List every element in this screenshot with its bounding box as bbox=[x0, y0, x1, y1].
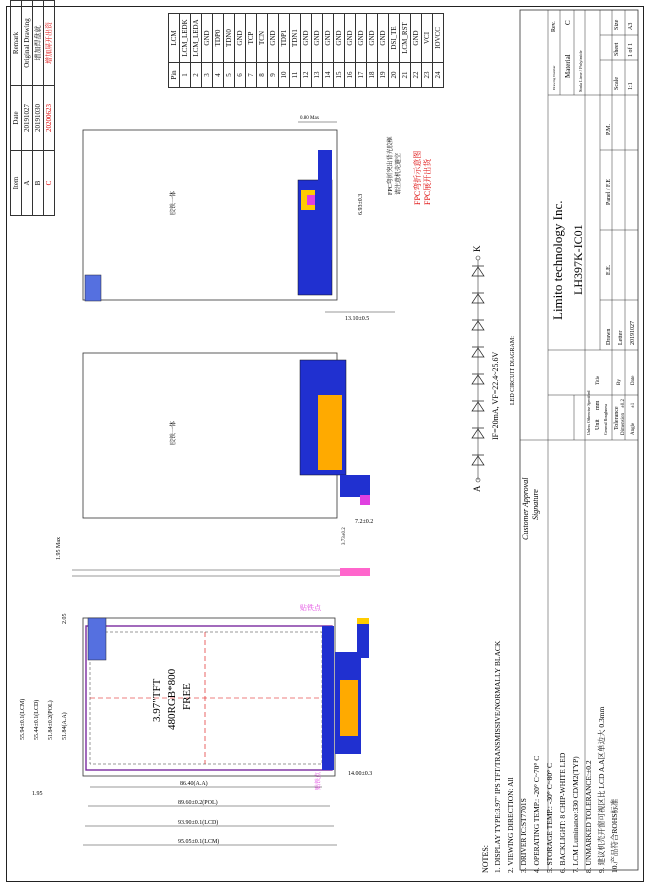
rev-row-date: 20191027 bbox=[22, 86, 33, 151]
rev-row-date: 20191030 bbox=[33, 86, 44, 151]
pin-number: 1 bbox=[180, 63, 191, 88]
pin-number: 12 bbox=[301, 63, 312, 88]
pin-number: 19 bbox=[378, 63, 389, 88]
company-name: Limito technology Inc. bbox=[550, 200, 565, 320]
note-item: 3. DRIVER IC:ST7701S bbox=[519, 798, 528, 873]
dim-1-95b: 1.95 bbox=[32, 791, 43, 797]
dim-51-84-aa: 51.84(A.A) bbox=[62, 712, 68, 740]
dim-89-60: 89.60±0.2(POL) bbox=[178, 800, 218, 806]
led-title: LED CIRCUIT DIAGRAM: bbox=[510, 336, 516, 405]
scale-label: Scale bbox=[614, 77, 620, 90]
unit-label: Unit bbox=[595, 419, 601, 430]
pin-number: 10 bbox=[279, 63, 290, 88]
led-anode: A bbox=[472, 485, 482, 492]
corner-pad-2 bbox=[88, 618, 106, 660]
letter-label: Letter bbox=[618, 330, 624, 345]
pin-signal: GND bbox=[301, 14, 312, 63]
fpc-note-2: 请注意机壳避空 bbox=[396, 152, 402, 195]
rev-row-item: C bbox=[44, 151, 55, 216]
pin-signal: GND bbox=[323, 14, 334, 63]
pin-number: 20 bbox=[389, 63, 400, 88]
sheet-value: 1 of 1 bbox=[628, 43, 634, 57]
pin-signal: GND bbox=[411, 14, 422, 63]
signature-label: Signature bbox=[531, 489, 540, 520]
pin-number: 5 bbox=[224, 63, 235, 88]
material-value: Soda Lime / Polyimide bbox=[578, 50, 583, 92]
dimension-value: ±0.2 bbox=[621, 399, 626, 408]
pin-signal: GND bbox=[268, 14, 279, 63]
angle-label: Angle bbox=[631, 422, 636, 435]
pin-signal: LCM_RST bbox=[400, 14, 411, 63]
pin-number: 7 bbox=[246, 63, 257, 88]
note-item: 10.产品符合ROHS标准 bbox=[610, 798, 619, 873]
dim-7-2: 7.2±0.2 bbox=[355, 519, 374, 525]
panel-text-3: FREE bbox=[181, 683, 193, 710]
pin-signal: GND bbox=[312, 14, 323, 63]
fpc-mid-pad bbox=[360, 495, 370, 505]
ee-label: E.E. bbox=[606, 264, 612, 275]
unless-specified: Unless Otherwise Specified bbox=[586, 390, 591, 435]
customer-approval: Customer Approval bbox=[521, 477, 530, 540]
pm-label: P.M. bbox=[606, 123, 612, 135]
fpc-top-tail bbox=[318, 150, 332, 260]
note-item: 2. VIEWING DIRECTION: All bbox=[506, 777, 515, 873]
pin-signal: VCI bbox=[422, 14, 433, 63]
pin-signal: LCM_LEDA bbox=[191, 14, 202, 63]
pin-signal: TDP1 bbox=[279, 14, 290, 63]
dim-6-93: 6.93±0.3 bbox=[358, 193, 364, 215]
pin-signal: TCN bbox=[257, 14, 268, 63]
note-item: 9. 建议机壳开窗可视区比 LCD A.A区单边大 0.3mm bbox=[597, 706, 606, 873]
part-number: LH397K-IC01 bbox=[571, 224, 585, 295]
led-spec: IF=20mA, VF=22.4~25.6V bbox=[491, 351, 500, 440]
rev-row-date: 20200623 bbox=[44, 86, 55, 151]
note-item: 8. UNMARKED TOLERANCE:±0.2 bbox=[584, 760, 593, 873]
pin-number: 15 bbox=[334, 63, 345, 88]
dim-2-05: 2.05 bbox=[62, 613, 68, 624]
tape-label-mid: 胶铁一体 bbox=[171, 420, 177, 445]
panel-text-1: 3.97"TFT bbox=[151, 678, 163, 722]
notes-list bbox=[493, 640, 619, 873]
rev-label: Rev. bbox=[551, 21, 557, 32]
module-outline-mid bbox=[83, 353, 337, 518]
size-value: A3 bbox=[628, 22, 634, 30]
note-item: 5. STORAGE TEMP.: -30° C~80° C bbox=[545, 762, 554, 873]
dim-14-00: 14.00±0.3 bbox=[348, 771, 373, 777]
pin-signal: GND bbox=[367, 14, 378, 63]
pin-number: 18 bbox=[367, 63, 378, 88]
panel-fpc-edge bbox=[322, 626, 334, 770]
pin-number: 22 bbox=[411, 63, 422, 88]
fpc-flat-gold bbox=[357, 618, 369, 624]
pin-signal: GND bbox=[378, 14, 389, 63]
angle-value: ±1 bbox=[631, 402, 636, 408]
pin-number: 9 bbox=[268, 63, 279, 88]
pin-number: 8 bbox=[257, 63, 268, 88]
pin-signal: TDN0 bbox=[224, 14, 235, 63]
fpc-mid-tail bbox=[340, 475, 370, 497]
roughness: General Roughness bbox=[603, 403, 608, 435]
dimension-label: Dimension bbox=[621, 413, 626, 435]
dim-1-95: 1.95 Max bbox=[56, 537, 62, 560]
dim-0-80: 0.80 Max bbox=[300, 116, 320, 121]
pin-number: 14 bbox=[323, 63, 334, 88]
by-label: By bbox=[617, 379, 622, 385]
pink-label-1: 贴铁点 bbox=[300, 604, 321, 612]
pin-number: 3 bbox=[202, 63, 213, 88]
panel-fe-label: Panel / F.E bbox=[606, 178, 612, 205]
pin-signal: TDP0 bbox=[213, 14, 224, 63]
dim-13-10: 13.10±0.5 bbox=[345, 316, 370, 322]
tape-label-top: 胶铁一体 bbox=[171, 190, 177, 215]
dim-93-90: 93.90±0.1(LCD) bbox=[178, 820, 219, 826]
dim-55-94: 55.94±0.1(LCM) bbox=[20, 698, 26, 740]
fpc-mid-stiffener bbox=[318, 395, 342, 470]
pin-signal: IOVCC bbox=[433, 14, 444, 63]
pin-number: 13 bbox=[312, 63, 323, 88]
rev-value: C bbox=[564, 20, 572, 25]
pin-number: 2 bbox=[191, 63, 202, 88]
fpc-bend-title-2: FPC展开出货 bbox=[423, 158, 432, 205]
note-item: 7. LCM Luminance:330 CD/M2(TYP) bbox=[571, 756, 580, 873]
pin-signal: GND bbox=[235, 14, 246, 63]
pin-signal: GND bbox=[345, 14, 356, 63]
pin-number: 11 bbox=[290, 63, 301, 88]
title-label: Title bbox=[596, 375, 601, 385]
rev-row-remark: 增加屏开出资 bbox=[44, 1, 55, 86]
pin-signal: GND bbox=[334, 14, 345, 63]
dim-51-84: 51.84±0.2(POL) bbox=[48, 700, 54, 740]
note-item: 4. OPERATING TEMP.: -20° C~70° C bbox=[532, 755, 541, 873]
date-label: Date bbox=[631, 375, 636, 385]
scale-value: 1:1 bbox=[628, 82, 634, 90]
fpc-pink-pad bbox=[307, 195, 315, 205]
pink-label-2: 贴铁点 bbox=[316, 771, 322, 790]
drawing-number-label: Drawing Number bbox=[552, 65, 556, 90]
pin-header-lcm: LCM bbox=[169, 14, 180, 63]
dim-95-05: 95.05±0.1(LCM) bbox=[178, 839, 220, 845]
rev-row-remark: 增加焊盘就 bbox=[33, 1, 44, 86]
date-value: 20191027 bbox=[630, 321, 636, 345]
size-label: Size bbox=[614, 19, 620, 30]
pin-number: 17 bbox=[356, 63, 367, 88]
notes-title: NOTES: bbox=[481, 845, 490, 873]
note-item: 6. BACKLIGHT: 8 CHIP-WHITE LED bbox=[558, 752, 567, 873]
pin-signal: GND bbox=[202, 14, 213, 63]
lcm-outline bbox=[83, 618, 335, 776]
corner-pad bbox=[85, 275, 101, 301]
panel-text-2: 480RGB*800 bbox=[166, 668, 178, 730]
pin-header-pin: Pin bbox=[169, 63, 180, 88]
dim-55-44: 55.44±0.1(LCD) bbox=[34, 699, 40, 740]
drawn-label: Drawn bbox=[606, 328, 612, 345]
side-fpc bbox=[340, 568, 370, 576]
fpc-note-1: FPC弯折突出背光胶框 bbox=[388, 136, 394, 195]
pin-signal: GND bbox=[356, 14, 367, 63]
pin-number: 16 bbox=[345, 63, 356, 88]
pin-signal: TCP bbox=[246, 14, 257, 63]
rev-row-remark: Original Drawing bbox=[22, 1, 33, 86]
led-cathode: K bbox=[472, 245, 482, 252]
unit-value: mm bbox=[595, 400, 601, 410]
dim-3-73: 3.73±0.2 bbox=[342, 527, 347, 545]
note-item: 1. DISPLAY TYPE:3.97" IPS TFT/TRANSMISSIVE/NORMALLY BLACK bbox=[493, 640, 502, 873]
rev-row-item: A bbox=[22, 151, 33, 216]
pin-number: 6 bbox=[235, 63, 246, 88]
pin-signal: LCM_LEDK bbox=[180, 14, 191, 63]
pin-number: 24 bbox=[433, 63, 444, 88]
pin-signal: TDN1 bbox=[290, 14, 301, 63]
fpc-flat-stiffener bbox=[340, 680, 358, 736]
pin-number: 4 bbox=[213, 63, 224, 88]
rev-row-item: B bbox=[33, 151, 44, 216]
fpc-bend-title-1: FPC弯折示意图 bbox=[413, 150, 422, 205]
material-label: Material bbox=[564, 54, 572, 78]
pin-number: 21 bbox=[400, 63, 411, 88]
tolerance: Tolerance bbox=[614, 406, 620, 430]
rev-header-remark: Remark bbox=[11, 1, 22, 86]
dim-86-40: 86.40(A.A) bbox=[180, 781, 208, 787]
rev-header-date: Date bbox=[11, 86, 22, 151]
rev-header-item: Item bbox=[11, 151, 22, 216]
sheet-label: Sheet bbox=[614, 42, 620, 56]
pin-signal: DSI_TE bbox=[389, 14, 400, 63]
pin-number: 23 bbox=[422, 63, 433, 88]
